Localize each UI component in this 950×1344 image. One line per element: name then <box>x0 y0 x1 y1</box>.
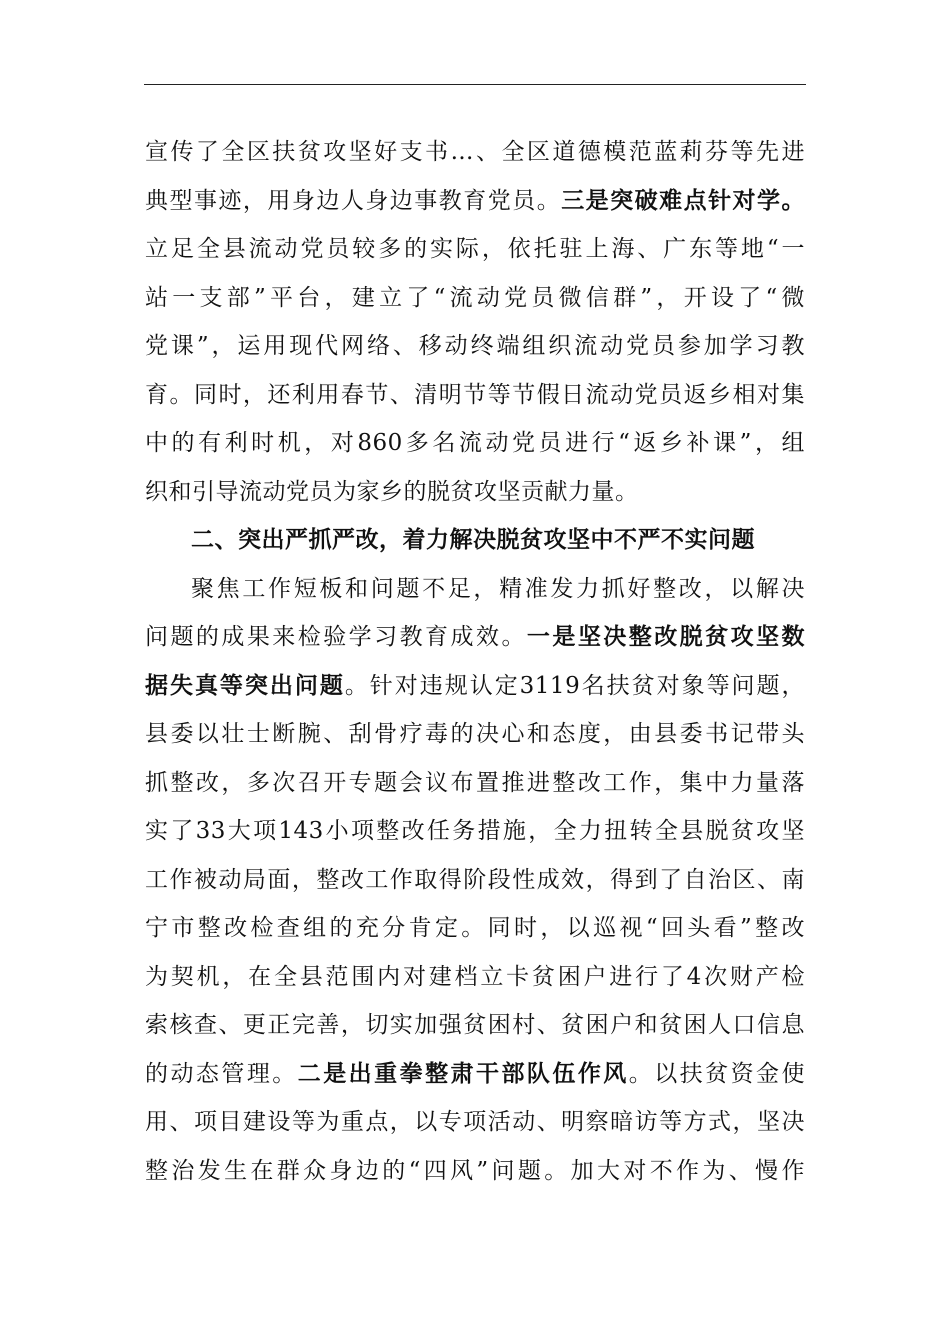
body-text: 的动态管理。 <box>145 1060 298 1087</box>
emphasis-text: 据失真等突出问题 <box>145 671 345 699</box>
text-line <box>145 613 805 662</box>
document-body <box>145 128 805 1195</box>
text-line <box>145 710 805 759</box>
text-line <box>145 468 805 517</box>
body-text: 为契机，在全县范围内对建档立卡贫困户进行了4次财产检 <box>145 963 805 990</box>
text-line <box>145 807 805 856</box>
body-text: 宣传了全区扶贫攻坚好支书…、全区道德模范蓝莉芬等先进 <box>145 139 805 165</box>
text-line <box>145 856 805 905</box>
text-line <box>145 225 805 274</box>
body-text: 宁市整改检查组的充分肯定。同时，以巡视“回头看”整改 <box>145 915 805 941</box>
body-text: 党课”，运用现代网络、移动终端组织流动党员参加学习教 <box>145 333 805 359</box>
text-line <box>145 759 805 808</box>
text-line <box>145 1001 805 1050</box>
body-text: 整治发生在群众身边的“四风”问题。加大对不作为、慢作 <box>145 1157 805 1184</box>
text-line <box>145 1050 805 1099</box>
body-text: 索核查、更正完善，切实加强贫困村、贫困户和贫困人口信息 <box>145 1012 805 1038</box>
text-line <box>145 177 805 226</box>
text-line <box>145 274 805 323</box>
text-line <box>145 419 805 468</box>
body-text: 典型事迹，用身边人身边事教育党员。 <box>145 187 562 214</box>
text-line <box>145 953 805 1002</box>
section-heading <box>145 516 805 565</box>
header-rule <box>144 84 806 85</box>
body-text: 问题的成果来检验学习教育成效。 <box>145 624 527 650</box>
body-text: 聚焦工作短板和问题不足，精准发力抓好整改，以解决 <box>191 575 805 602</box>
body-text: 工作被动局面，整改工作取得阶段性成效，得到了自治区、南 <box>145 866 805 893</box>
text-line <box>145 1098 805 1147</box>
body-text: 县委以壮士断腕、刮骨疗毒的决心和态度，由县委书记带头 <box>145 721 805 747</box>
text-line <box>145 371 805 420</box>
body-text: 。以扶贫资金使 <box>628 1060 805 1087</box>
text-line <box>145 565 805 614</box>
emphasis-text: 三是突破难点针对学。 <box>561 186 805 214</box>
emphasis-text: 二、突出严抓严改，着力解决脱贫攻坚中不严不实问题 <box>191 527 755 553</box>
body-text: 。针对违规认定3119名扶贫对象等问题， <box>344 672 805 699</box>
body-text: 站一支部”平台，建立了“流动党员微信群”，开设了“微 <box>145 284 805 311</box>
text-line <box>145 904 805 953</box>
body-text: 织和引导流动党员为家乡的脱贫攻坚贡献力量。 <box>145 478 639 505</box>
text-line <box>145 322 805 371</box>
text-line <box>145 662 805 711</box>
body-text: 中的有利时机，对860多名流动党员进行“返乡补课”，组 <box>145 430 805 456</box>
body-text: 育。同时，还利用春节、清明节等节假日流动党员返乡相对集 <box>145 381 805 408</box>
body-text: 实了33大项143小项整改任务措施，全力扭转全县脱贫攻坚 <box>145 818 805 844</box>
text-line <box>145 128 805 177</box>
body-text: 立足全县流动党员较多的实际，依托驻上海、广东等地“一 <box>145 236 805 262</box>
body-text: 用、项目建设等为重点，以专项活动、明察暗访等方式，坚决 <box>145 1109 805 1135</box>
emphasis-text: 一是坚决整改脱贫攻坚数 <box>526 623 805 650</box>
emphasis-text: 二是出重拳整肃干部队伍作风 <box>297 1059 629 1087</box>
text-line <box>145 1147 805 1196</box>
body-text: 抓整改，多次召开专题会议布置推进整改工作，集中力量落 <box>145 769 805 796</box>
